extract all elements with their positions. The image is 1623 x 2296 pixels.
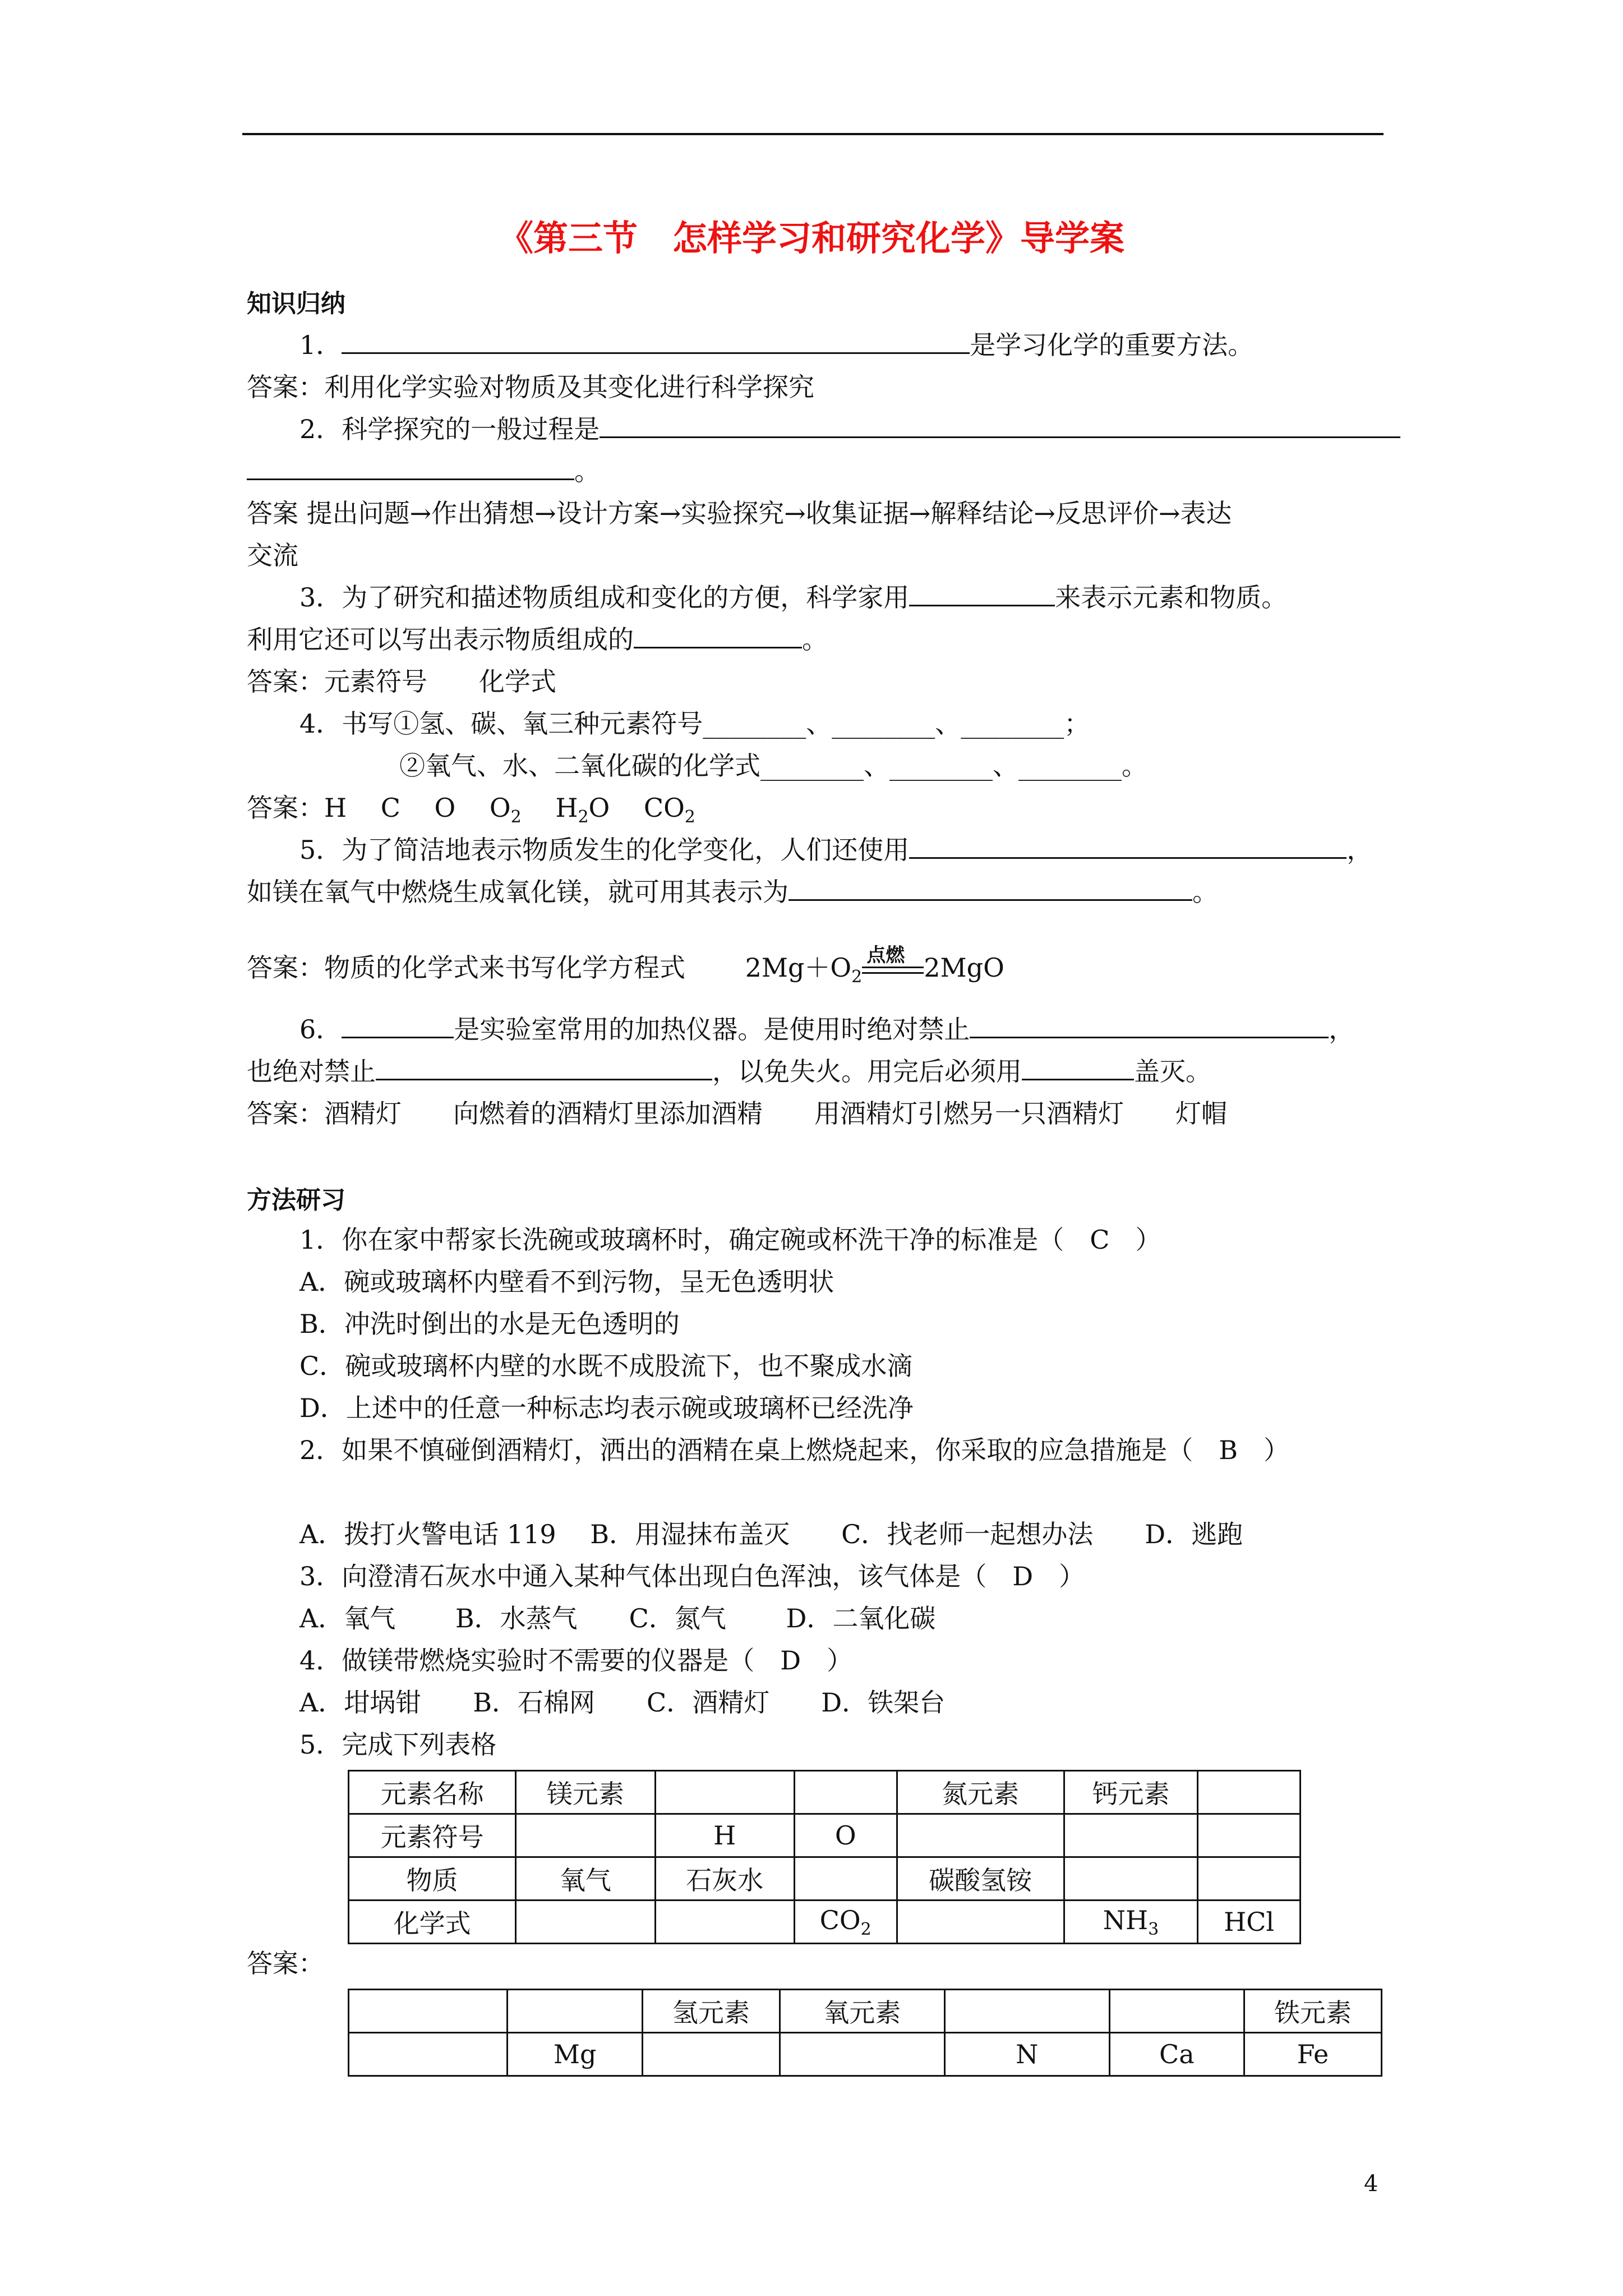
question-text: 5．为了简洁地表示物质发生的化学变化，人们还使用 <box>299 835 910 865</box>
table-cell: H <box>655 1814 794 1857</box>
table-row <box>349 1857 1301 1901</box>
header-rule <box>242 133 1384 135</box>
answer-blank[interactable] <box>247 456 574 480</box>
table-cell <box>516 1901 655 1944</box>
table-cell: HCl <box>1198 1901 1301 1944</box>
punctuation: 。 <box>802 624 828 655</box>
answer-blank[interactable] <box>970 1014 1329 1038</box>
question-number: 1． <box>299 330 342 360</box>
table-cell <box>1198 1771 1301 1814</box>
answer-blank[interactable] <box>909 835 1347 859</box>
answer-4 <box>247 791 695 834</box>
formula: CO <box>819 1904 861 1935</box>
punctuation: ， <box>1329 1014 1355 1045</box>
punctuation: 。 <box>574 456 600 486</box>
answer-2-line-1: 答案 提出问题→作出猜想→设计方案→实验探究→收集证据→解释结论→反思评价→表达 <box>247 498 1232 528</box>
table-row <box>349 1990 1382 2033</box>
answer-table <box>348 1989 1382 2077</box>
answer-6: 答案：酒精灯 向燃着的酒精灯里添加酒精 用酒精灯引燃另一只酒精灯 灯帽 <box>247 1098 1227 1129</box>
options-3: A．氧气 B．水蒸气 C．氮气 D．二氧化碳 <box>299 1603 936 1634</box>
table-cell: 氮元素 <box>897 1771 1064 1814</box>
table-cell: N <box>944 2033 1109 2076</box>
answer-blank[interactable] <box>1022 1056 1134 1080</box>
table-cell: 氢元素 <box>642 1990 780 2033</box>
table-cell <box>794 1901 897 1944</box>
question-6 <box>299 1013 1354 1046</box>
section-heading-method: 方法研习 <box>247 1186 345 1214</box>
table-cell: Ca <box>1109 2033 1244 2076</box>
answer-blank[interactable] <box>342 330 970 354</box>
option-1a: A．碗或玻璃杯内壁看不到污物，呈无色透明状 <box>299 1267 834 1297</box>
subscript: 2 <box>684 807 695 827</box>
table-cell <box>897 1814 1064 1857</box>
table-cell <box>1109 1990 1244 2033</box>
question-4a: 4．书写①氢、碳、氧三种元素符号________、________、________； <box>299 708 1090 739</box>
table-cell: 元素名称 <box>349 1771 516 1814</box>
table-cell: 碳酸氢铵 <box>897 1857 1064 1901</box>
answer-text: 答案：物质的化学式来书写化学方程式 2Mg＋O <box>247 953 852 983</box>
question-text: 来表示元素和物质。 <box>1055 582 1288 613</box>
question-text: 2．科学探究的一般过程是 <box>299 414 600 444</box>
element-table <box>348 1770 1301 1944</box>
table-cell <box>655 1771 794 1814</box>
table-cell: 钙元素 <box>1064 1771 1198 1814</box>
table-cell <box>655 1901 794 1944</box>
formula: NH <box>1103 1904 1149 1935</box>
answer-1: 答案：利用化学实验对物质及其变化进行科学探究 <box>247 372 814 402</box>
mc-question-1: 1．你在家中帮家长洗碗或玻璃杯时，确定碗或杯洗干净的标准是（ C ） <box>299 1225 1161 1255</box>
table-row <box>349 2033 1382 2076</box>
answer-text: 答案：H C O O <box>247 793 511 823</box>
reaction-product: 2MgO <box>924 953 1004 983</box>
subscript: 2 <box>510 807 522 827</box>
question-1 <box>299 328 1253 362</box>
table-cell: 氧元素 <box>780 1990 944 2033</box>
subscript: 3 <box>1148 1919 1159 1939</box>
table-cell: 镁元素 <box>516 1771 655 1814</box>
table-cell: 铁元素 <box>1244 1990 1381 2033</box>
mc-question-3: 3．向澄清石灰水中通入某种气体出现白色浑浊，该气体是（ D ） <box>299 1561 1085 1591</box>
table-cell <box>508 1990 642 2033</box>
table-cell: Fe <box>1244 2033 1381 2076</box>
answer-blank[interactable] <box>376 1056 712 1080</box>
answer-blank[interactable] <box>342 1014 454 1038</box>
table-row <box>349 1771 1301 1814</box>
document-title: 《第三节 怎样学习和研究化学》导学案 <box>498 218 1124 259</box>
answer-blank[interactable] <box>789 877 1192 901</box>
table-cell <box>1064 1857 1198 1901</box>
table-cell: 物质 <box>349 1857 516 1901</box>
question-4b: ②氧气、水、二氧化碳的化学式________、________、________。 <box>399 751 1147 781</box>
mc-question-2: 2．如果不慎碰倒酒精灯，洒出的酒精在桌上燃烧起来，你采取的应急措施是（ B ） <box>299 1435 1290 1465</box>
question-5-cont <box>247 875 1218 909</box>
answer-2-line-2: 交流 <box>247 540 298 570</box>
reaction-condition: 点燃 <box>866 944 905 967</box>
table-cell <box>1198 1814 1301 1857</box>
table-cell: 化学式 <box>349 1901 516 1944</box>
question-3 <box>299 581 1287 614</box>
answer-text: H <box>521 793 578 823</box>
question-text: 如镁在氧气中燃烧生成氧化镁，就可用其表示为 <box>247 877 789 907</box>
table-cell <box>1064 1901 1198 1944</box>
option-1b: B．冲洗时倒出的水是无色透明的 <box>299 1309 680 1339</box>
table-row <box>349 1814 1301 1857</box>
question-text: 也绝对禁止 <box>247 1056 376 1087</box>
table-cell <box>794 1857 897 1901</box>
table-cell <box>516 1814 655 1857</box>
option-1c: C．碗或玻璃杯内壁的水既不成股流下，也不聚成水滴 <box>299 1351 913 1381</box>
punctuation: ， <box>1347 835 1373 865</box>
option-1d: D．上述中的任意一种标志均表示碗或玻璃杯已经洗净 <box>299 1393 914 1423</box>
reaction-arrow <box>862 944 924 984</box>
table-cell <box>1198 1857 1301 1901</box>
table-cell: 元素符号 <box>349 1814 516 1857</box>
question-6-cont <box>247 1055 1211 1088</box>
question-text: 利用它还可以写出表示物质组成的 <box>247 624 634 655</box>
answer-blank[interactable] <box>634 624 802 648</box>
answer-label: 答案： <box>247 1948 324 1978</box>
table-row <box>349 1901 1301 1944</box>
question-text: 是实验室常用的加热仪器。是使用时绝对禁止 <box>454 1014 970 1045</box>
subscript: 2 <box>578 807 589 827</box>
question-2-cont <box>247 454 600 488</box>
table-cell <box>897 1901 1064 1944</box>
mc-question-4: 4．做镁带燃烧实验时不需要的仪器是（ D ） <box>299 1645 853 1676</box>
answer-3: 答案：元素符号 化学式 <box>247 666 556 697</box>
question-number: 6． <box>299 1014 342 1045</box>
table-cell <box>1064 1814 1198 1857</box>
table-cell <box>794 1771 897 1814</box>
answer-blank[interactable] <box>600 414 1400 438</box>
table-cell: O <box>794 1814 897 1857</box>
answer-blank[interactable] <box>909 582 1055 606</box>
table-cell: Mg <box>508 2033 642 2076</box>
question-3-cont <box>247 623 828 656</box>
table-cell <box>642 2033 780 2076</box>
page-number: 4 <box>1364 2171 1378 2197</box>
question-text: ，以免失火。用完后必须用 <box>712 1056 1022 1087</box>
table-cell: 氧气 <box>516 1857 655 1901</box>
options-4: A．坩埚钳 B．石棉网 C．酒精灯 D．铁架台 <box>299 1687 946 1718</box>
question-2 <box>299 412 1400 446</box>
question-5 <box>299 833 1372 867</box>
table-question-5: 5．完成下列表格 <box>299 1729 497 1760</box>
punctuation: 。 <box>1192 877 1218 907</box>
table-cell <box>349 2033 508 2076</box>
answer-text: O CO <box>588 793 685 823</box>
table-cell <box>780 2033 944 2076</box>
subscript: 2 <box>851 967 863 987</box>
section-heading-knowledge: 知识归纳 <box>247 289 345 318</box>
answer-5 <box>247 944 1004 994</box>
question-text: 3．为了研究和描述物质组成和变化的方便，科学家用 <box>299 582 910 613</box>
subscript: 2 <box>860 1919 872 1939</box>
question-text: 盖灭。 <box>1134 1056 1211 1087</box>
table-cell <box>349 1990 508 2033</box>
table-cell <box>944 1990 1109 2033</box>
options-2: A．拨打火警电话 119 B．用湿抹布盖灭 C．找老师一起想办法 D．逃跑 <box>299 1519 1243 1549</box>
question-text: 是学习化学的重要方法。 <box>970 330 1254 360</box>
table-cell: 石灰水 <box>655 1857 794 1901</box>
